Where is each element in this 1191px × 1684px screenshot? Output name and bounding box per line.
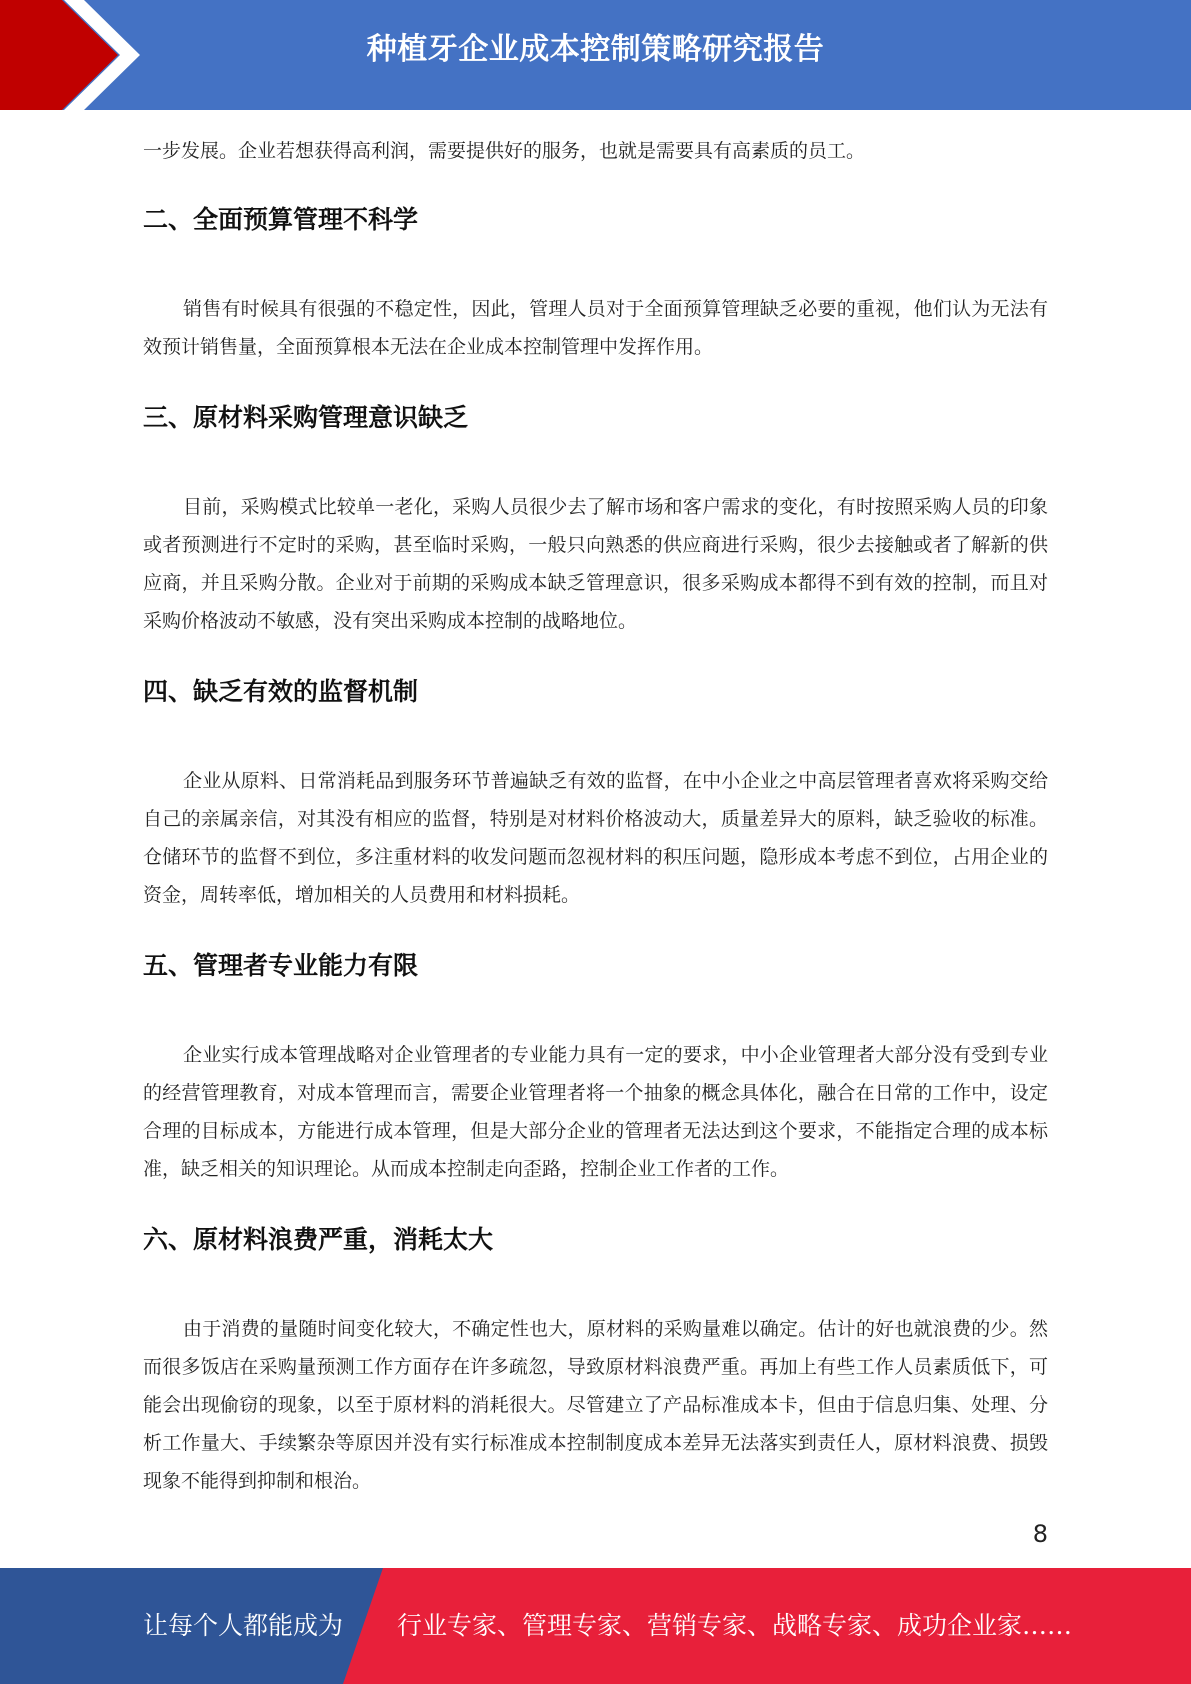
section-paragraph: 企业从原料、日常消耗品到服务环节普遍缺乏有效的监督，在中小企业之中高层管理者喜欢将采购交给自己的亲属亲信，对其没有相应的监督，特别是对材料价格波动大，质量差异大的原料，缺乏验收的标准。仓储环节的监督不到位，多注重材料的收发问题而忽视材料的积压问题，隐形成本考虑不到位，占用企业的资金，周转率低，增加相关的人员费用和材料损耗。 <box>143 770 1048 906</box>
header-banner <box>0 0 1191 110</box>
footer-slogan-left: 让每个人都能成为 <box>143 1611 344 1640</box>
section-heading: 三、原材料采购管理意识缺乏 <box>143 403 469 432</box>
section-heading: 二、全面预算管理不科学 <box>143 205 419 234</box>
section-paragraph: 企业实行成本管理战略对企业管理者的专业能力具有一定的要求，中小企业管理者大部分没有受到专业的经营管理教育，对成本管理而言，需要企业管理者将一个抽象的概念具体化，融合在日常的工作中，设定合理的目标成本，方能进行成本管理，但是大部分企业的管理者无法达到这个要求，不能指定合理的成本标准，缺乏相关的知识理论。从而成本控制走向歪路，控制企业工作者的工作。 <box>143 1044 1048 1180</box>
section-heading: 四、缺乏有效的监督机制 <box>143 677 419 706</box>
section-heading: 六、原材料浪费严重，消耗太大 <box>143 1225 494 1254</box>
page-number: 8 <box>1032 1520 1048 1548</box>
section-heading: 五、管理者专业能力有限 <box>143 951 419 980</box>
section-paragraph: 销售有时候具有很强的不稳定性，因此，管理人员对于全面预算管理缺乏必要的重视，他们认为无法有效预计销售量，全面预算根本无法在企业成本控制管理中发挥作用。 <box>143 298 1048 358</box>
section-paragraph: 目前，采购模式比较单一老化，采购人员很少去了解市场和客户需求的变化，有时按照采购人员的印象或者预测进行不定时的采购，甚至临时采购，一般只向熟悉的供应商进行采购，很少去接触或者了解新的供应商，并且采购分散。企业对于前期的采购成本缺乏管理意识，很多采购成本都得不到有效的控制，而且对采购价格波动不敏感，没有突出采购成本控制的战略地位。 <box>143 496 1048 632</box>
page-title: 种植牙企业成本控制策略研究报告 <box>366 32 825 67</box>
footer-slogan-right: 行业专家、管理专家、营销专家、战略专家、成功企业家…… <box>397 1611 1073 1640</box>
footer-banner <box>0 1568 1191 1684</box>
section-paragraph: 由于消费的量随时间变化较大，不确定性也大，原材料的采购量难以确定。估计的好也就浪费的少。然而很多饭店在采购量预测工作方面存在许多疏忽，导致原材料浪费严重。再加上有些工作人员素质低下，可能会出现偷窃的现象，以至于原材料的消耗很大。尽管建立了产品标准成本卡，但由于信息归集、处理、分析工作量大、手续繁杂等原因并没有实行标准成本控制制度成本差异无法落实到责任人，原材料浪费、损毁现象不能得到抑制和根治。 <box>143 1318 1048 1492</box>
intro-paragraph: 一步发展。企业若想获得高利润，需要提供好的服务，也就是需要具有高素质的员工。 <box>143 140 866 162</box>
document-body <box>143 132 1048 1500</box>
